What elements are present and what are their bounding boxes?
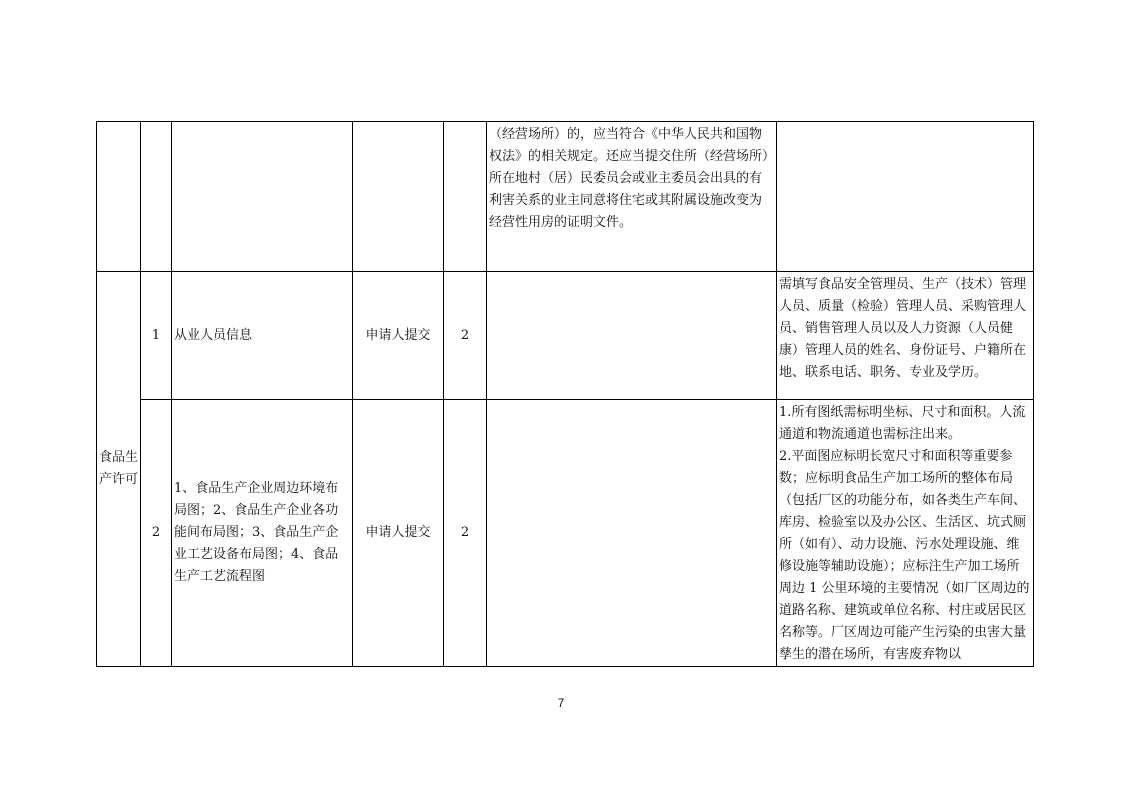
notes-cell: 1.所有图纸需标明坐标、尺寸和面积。人流通道和物流通道也需标注出来。 2.平面图应标明长宽尺寸和面积等重要参数；应标明食品生产加工场所的整体布局（包括厂区的功能分布，如各类生产车间、库房、检验室以及办公区、生活区、坑式厕所（如有）、动力设施、污水处理设施、维修设施等辅助设施）；应标注生产加工场所周边 1 公里环境的主要情况（如厂区周边的道路名称、建筑或单位名称、村庄或居民区名称等。厂区周边可能产生污染的虫害大量孳生的潜在场所，有害废弃物以 [777, 400, 1034, 667]
copies-cell-empty [444, 122, 487, 272]
source-cell-empty [353, 122, 444, 272]
group-cell-empty [97, 122, 141, 272]
material-source: 申请人提交 [353, 400, 444, 667]
material-source: 申请人提交 [353, 272, 444, 400]
requirements-table [96, 121, 1034, 667]
requirement-cell [487, 272, 777, 400]
notes-cell: 需填写食品安全管理员、生产（技术）管理人员、质量（检验）管理人员、采购管理人员、销售管理人员以及人力资源（人员健康）管理人员的姓名、身份证号、户籍所在地、联系电话、职务、专业及学历。 [777, 272, 1034, 400]
page-number: 7 [557, 696, 565, 710]
material-name: 从业人员信息 [172, 272, 353, 400]
material-name: 1、食品生产企业周边环境布局图；2、食品生产企业各功能间布局图；3、食品生产企业工艺设备布局图；4、食品生产工艺流程图 [172, 400, 353, 667]
requirement-cell: （经营场所）的，应当符合《中华人民共和国物权法》的相关规定。还应当提交住所（经营场所）所在地村（居）民委员会或业主委员会出具的有利害关系的业主同意将住宅或其附属设施改变为经营性用房的证明文件。 [487, 122, 777, 272]
group-label-cell: 食品生产许可 [97, 272, 141, 667]
copies-count: 2 [444, 400, 487, 667]
copies-count: 2 [444, 272, 487, 400]
table-row [97, 272, 1034, 400]
notes-cell [777, 122, 1034, 272]
requirement-cell [487, 400, 777, 667]
row-index: 2 [141, 400, 172, 667]
index-cell-empty [141, 122, 172, 272]
material-cell-empty [172, 122, 353, 272]
row-index: 1 [141, 272, 172, 400]
table-row [97, 400, 1034, 667]
continued-row [97, 122, 1034, 272]
